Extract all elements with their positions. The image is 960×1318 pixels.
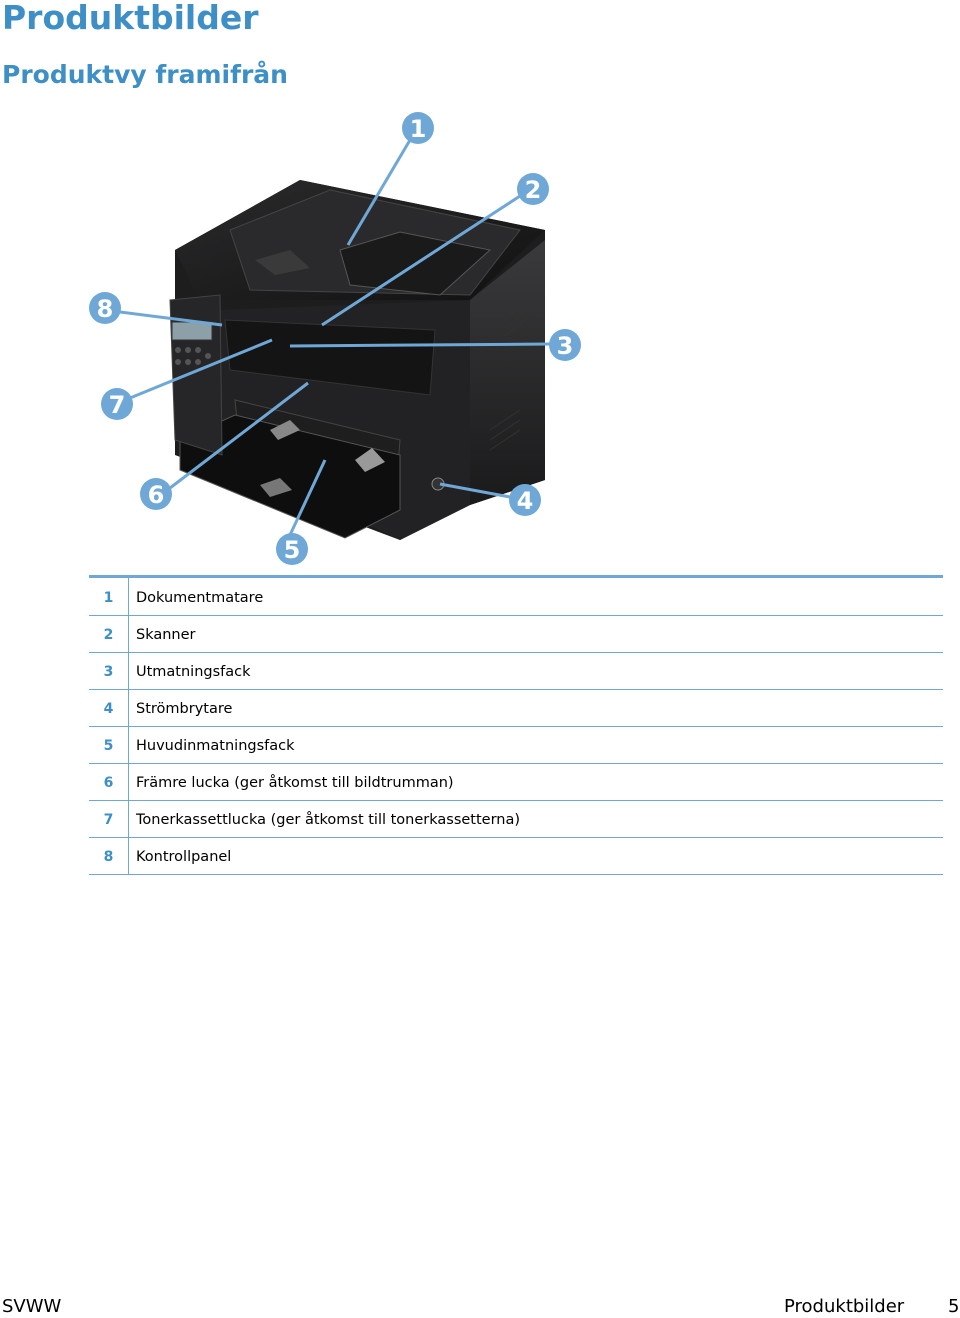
legend-label: Huvudinmatningsfack (136, 738, 295, 754)
callout-3-label: 3 (556, 332, 574, 360)
callout-7 (101, 388, 133, 420)
legend-number: 2 (89, 615, 129, 652)
legend-number: 1 (89, 578, 129, 615)
callout-5-label: 5 (283, 536, 301, 564)
legend-label: Kontrollpanel (136, 849, 232, 865)
callout-3 (549, 329, 581, 361)
footer-doc-id: SVWW (2, 1296, 62, 1317)
legend-label: Dokumentmatare (136, 590, 264, 606)
legend-row (89, 837, 943, 875)
legend-label: Strömbrytare (136, 701, 233, 717)
legend-number: 5 (89, 726, 129, 763)
page-title: Produktbilder (2, 0, 259, 37)
legend-row (89, 578, 943, 616)
callout-1-label: 1 (409, 115, 427, 143)
legend-number: 4 (89, 689, 129, 726)
callout-6-label: 6 (147, 481, 165, 509)
callout-5 (276, 533, 308, 565)
footer-section: Produktbilder (784, 1296, 905, 1317)
legend-number: 6 (89, 763, 129, 800)
legend-row (89, 800, 943, 838)
legend-row (89, 689, 943, 727)
footer-page-number: 5 (948, 1296, 960, 1317)
callout-1 (402, 112, 434, 144)
legend-label: Utmatningsfack (136, 664, 251, 680)
legend-number: 7 (89, 800, 129, 837)
legend-label: Skanner (136, 627, 196, 643)
callout-2-label: 2 (524, 176, 542, 204)
callout-8-label: 8 (96, 295, 114, 323)
legend-row (89, 652, 943, 690)
legend-row (89, 763, 943, 801)
legend-label: Tonerkassettlucka (ger åtkomst till tonerkassetterna) (136, 812, 521, 828)
callout-6 (140, 478, 172, 510)
legend-number: 8 (89, 837, 129, 874)
legend-row (89, 615, 943, 653)
printer-figure (0, 100, 960, 570)
legend-label: Främre lucka (ger åtkomst till bildtrumman) (136, 775, 454, 791)
callout-8 (89, 292, 121, 324)
legend-row (89, 726, 943, 764)
callout-4 (509, 484, 541, 516)
page-subtitle: Produktvy framifrån (2, 60, 288, 89)
callout-4-label: 4 (516, 487, 534, 515)
callout-2 (517, 173, 549, 205)
callout-7-label: 7 (108, 391, 126, 419)
legend-number: 3 (89, 652, 129, 689)
